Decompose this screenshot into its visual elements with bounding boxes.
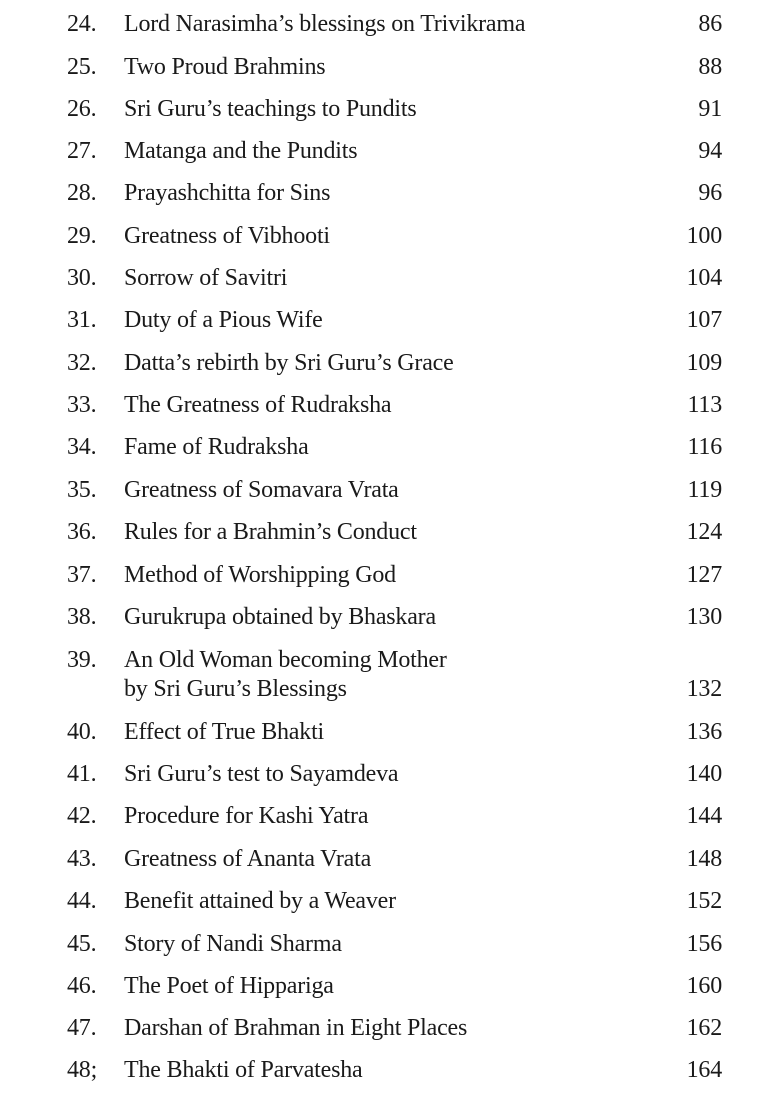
chapter-title: Story of Nandi Sharma xyxy=(124,931,342,957)
chapter-title: Benefit attained by a Weaver xyxy=(124,888,396,914)
chapter-number: 32. xyxy=(67,350,97,376)
chapter-title: Duty of a Pious Wife xyxy=(124,307,323,333)
chapter-title: Greatness of Ananta Vrata xyxy=(124,846,372,872)
page-number: 113 xyxy=(687,392,722,418)
chapter-number: 34. xyxy=(67,434,97,460)
page-number: 104 xyxy=(686,265,722,291)
chapter-title: The Bhakti of Parvatesha xyxy=(124,1057,363,1083)
chapter-title: Rules for a Brahmin’s Conduct xyxy=(124,519,417,545)
chapter-title: Sri Guru’s test to Sayamdeva xyxy=(124,761,399,787)
page-number: 107 xyxy=(686,307,722,333)
page-number: 96 xyxy=(698,180,722,206)
chapter-title: Method of Worshipping God xyxy=(124,562,396,588)
page-number: 136 xyxy=(686,719,722,745)
chapter-title: Fame of Rudraksha xyxy=(124,434,309,460)
chapter-number: 33. xyxy=(67,392,97,418)
chapter-number: 29. xyxy=(67,223,97,249)
page-number: 94 xyxy=(698,138,722,164)
chapter-number: 46. xyxy=(67,973,97,999)
chapter-title: Darshan of Brahman in Eight Places xyxy=(124,1015,468,1041)
chapter-title: Datta’s rebirth by Sri Guru’s Grace xyxy=(124,350,454,376)
chapter-number: 44. xyxy=(67,888,97,914)
chapter-number: 40. xyxy=(67,719,97,745)
chapter-title: The Greatness of Rudraksha xyxy=(124,392,392,418)
page-number: 86 xyxy=(698,11,722,37)
page-number: 148 xyxy=(686,846,722,872)
page-number: 160 xyxy=(686,973,722,999)
page-number: 88 xyxy=(698,54,722,80)
chapter-title: Greatness of Vibhooti xyxy=(124,223,330,249)
chapter-number: 37. xyxy=(67,562,97,588)
chapter-title: Sorrow of Savitri xyxy=(124,265,288,291)
chapter-number: 25. xyxy=(67,54,97,80)
page-number: 127 xyxy=(686,562,722,588)
page-number: 152 xyxy=(686,888,722,914)
chapter-title-line2: by Sri Guru’s Blessings xyxy=(124,676,347,702)
chapter-number: 41. xyxy=(67,761,97,787)
chapter-number: 47. xyxy=(67,1015,97,1041)
chapter-title: Procedure for Kashi Yatra xyxy=(124,803,369,829)
page-number: 116 xyxy=(687,434,722,460)
page-number: 119 xyxy=(687,477,722,503)
chapter-title: Lord Narasimha’s blessings on Trivikrama xyxy=(124,11,526,37)
chapter-number: 38. xyxy=(67,604,97,630)
page-number: 130 xyxy=(686,604,722,630)
chapter-number: 45. xyxy=(67,931,97,957)
page-number: 162 xyxy=(686,1015,722,1041)
chapter-number: 24. xyxy=(67,11,97,37)
chapter-number: 43. xyxy=(67,846,97,872)
chapter-number: 26. xyxy=(67,96,97,122)
chapter-title: Sri Guru’s teachings to Pundits xyxy=(124,96,417,122)
page-number: 109 xyxy=(686,350,722,376)
chapter-title: Matanga and the Pundits xyxy=(124,138,358,164)
page-number: 156 xyxy=(686,931,722,957)
page-number: 124 xyxy=(686,519,722,545)
chapter-title: Two Proud Brahmins xyxy=(124,54,326,80)
chapter-number: 31. xyxy=(67,307,97,333)
page-number: 164 xyxy=(686,1057,722,1083)
chapter-title: An Old Woman becoming Mother xyxy=(124,647,447,673)
page-number: 91 xyxy=(698,96,722,122)
chapter-number: 42. xyxy=(67,803,97,829)
chapter-number: 27. xyxy=(67,138,97,164)
chapter-number: 28. xyxy=(67,180,97,206)
page-number: 100 xyxy=(686,223,722,249)
chapter-title: Greatness of Somavara Vrata xyxy=(124,477,399,503)
chapter-title: The Poet of Hippariga xyxy=(124,973,334,999)
page-number: 140 xyxy=(686,761,722,787)
chapter-number: 30. xyxy=(67,265,97,291)
page-number: 132 xyxy=(686,676,722,702)
chapter-number: 39. xyxy=(67,647,97,673)
chapter-title: Prayashchitta for Sins xyxy=(124,180,331,206)
chapter-number: 35. xyxy=(67,477,97,503)
chapter-number: 48; xyxy=(67,1057,98,1083)
chapter-title: Gurukrupa obtained by Bhaskara xyxy=(124,604,436,630)
page-number: 144 xyxy=(686,803,722,829)
chapter-number: 36. xyxy=(67,519,97,545)
chapter-title: Effect of True Bhakti xyxy=(124,719,324,745)
